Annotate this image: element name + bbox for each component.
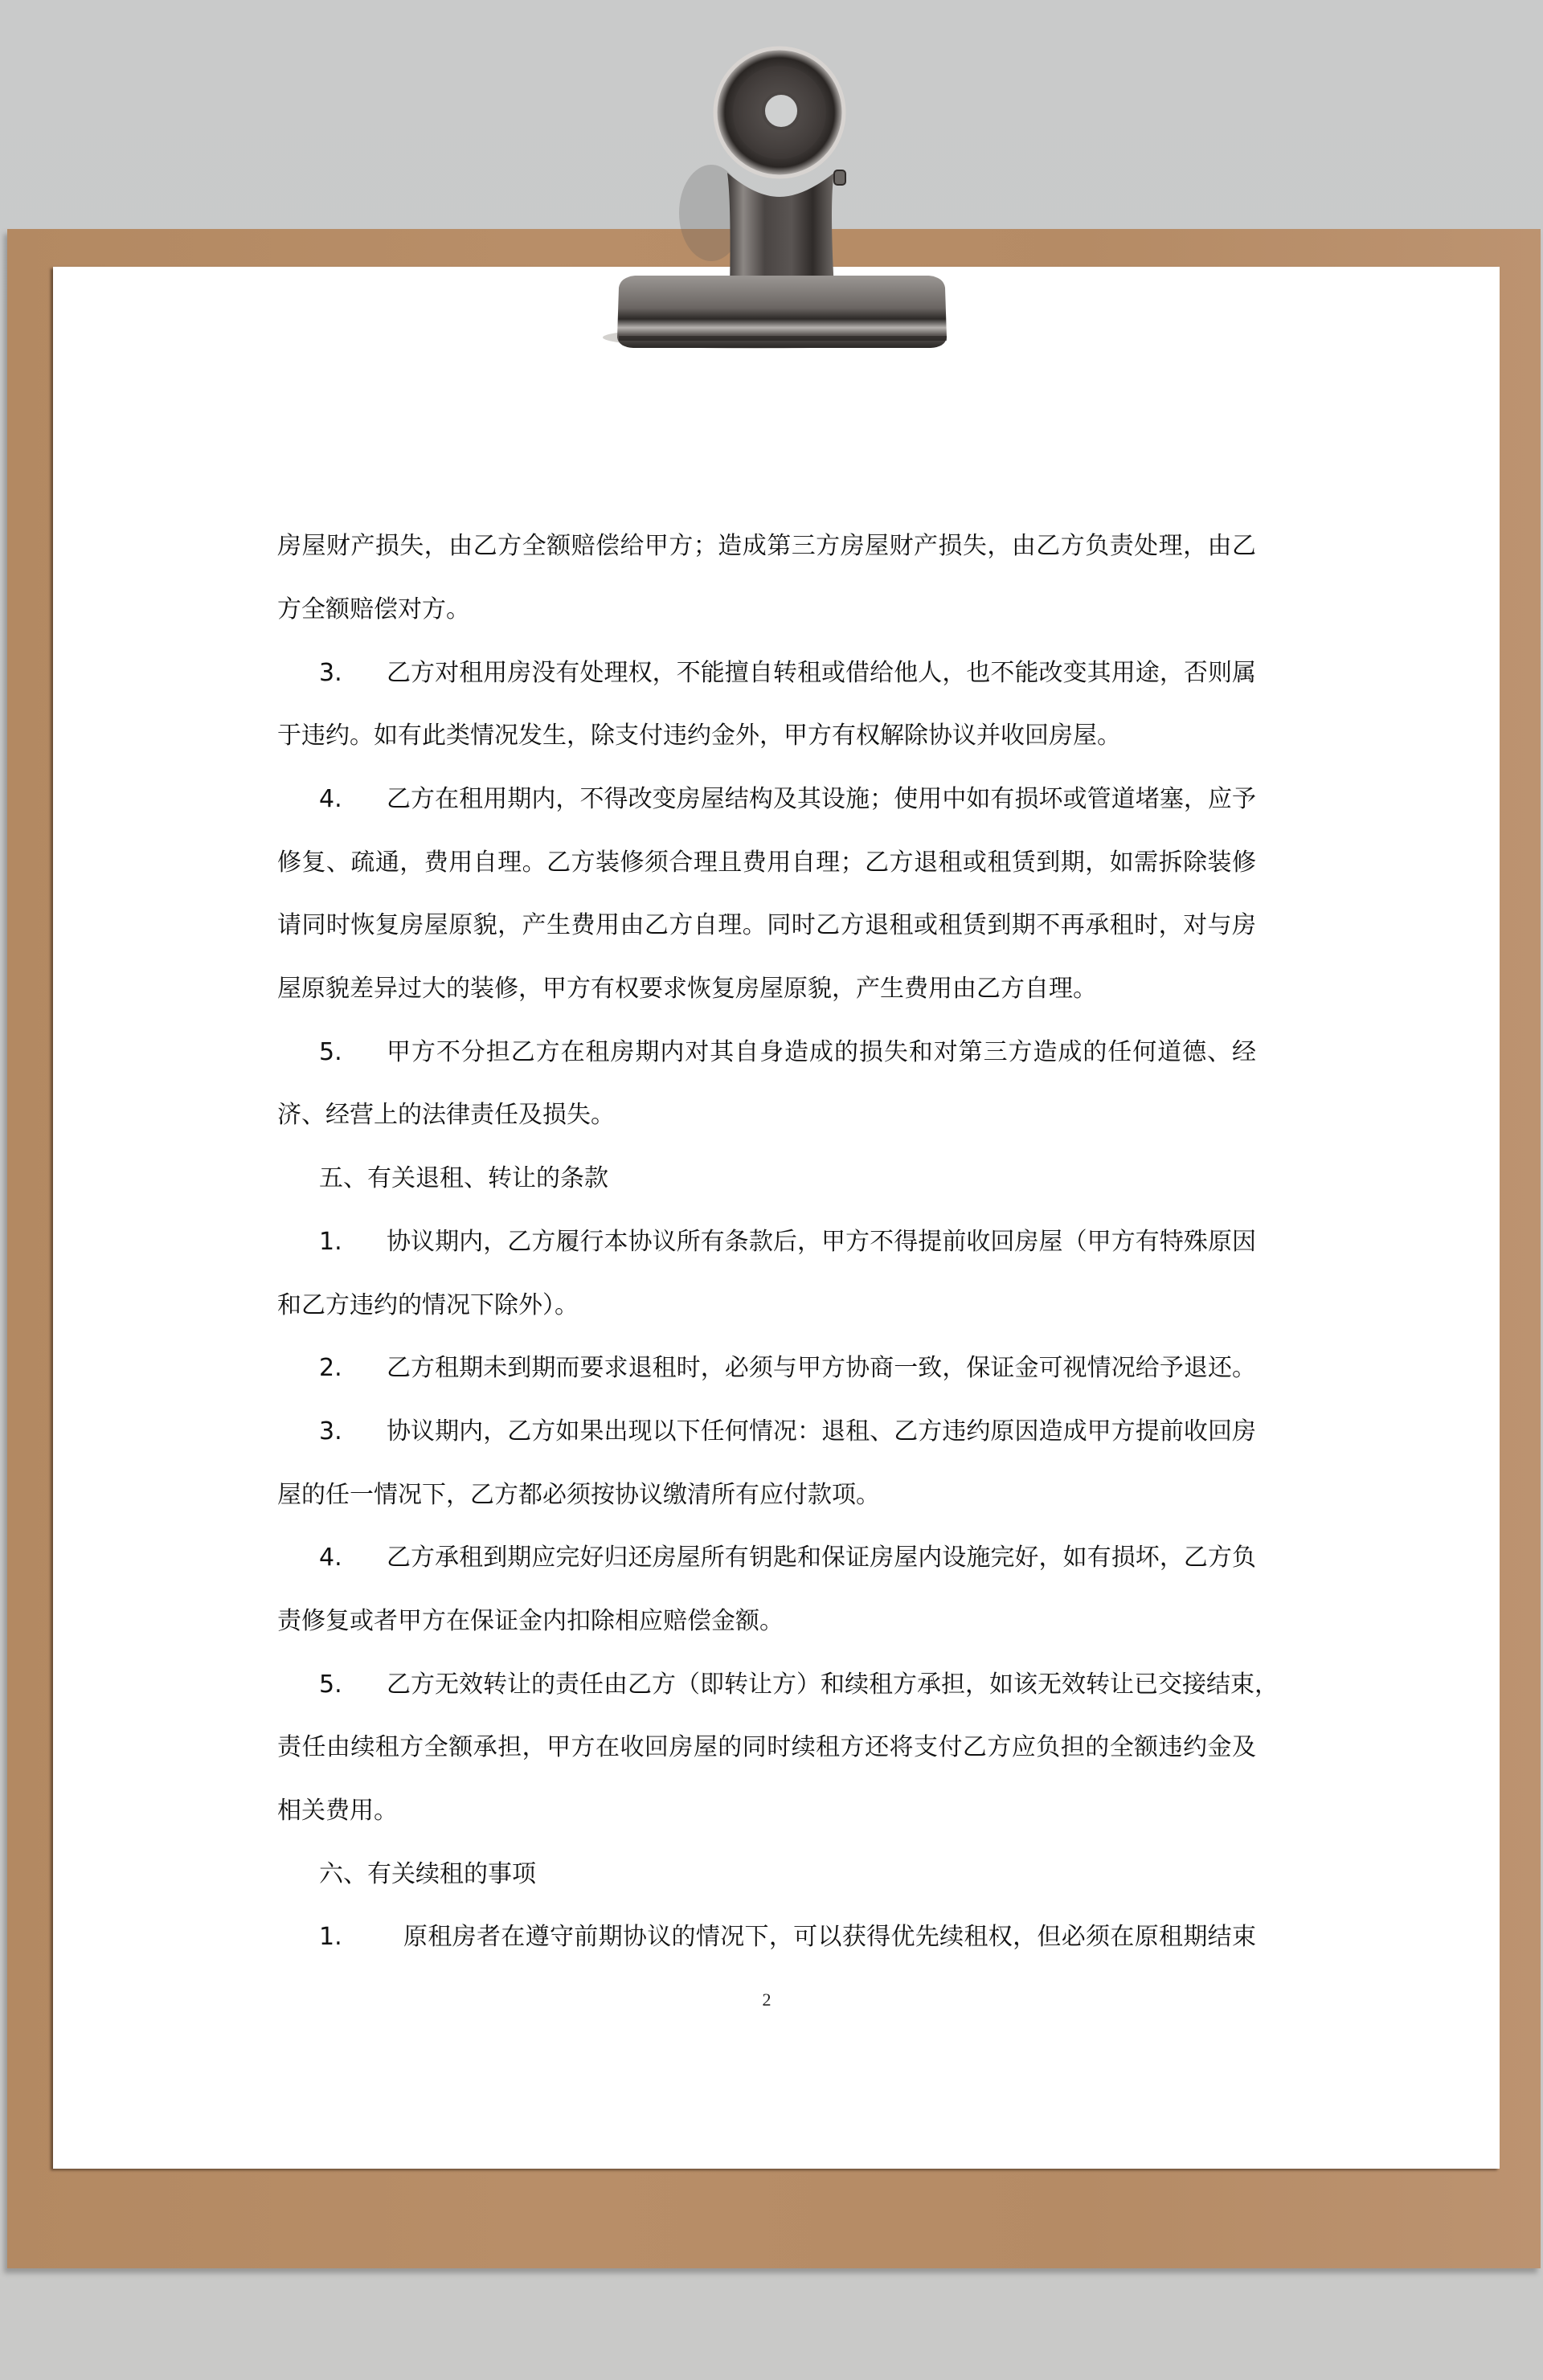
- line-text: 屋的任一情况下，乙方都必须按协议缴清所有应付款项。: [277, 1481, 880, 1509]
- section-heading: [277, 1859, 1256, 1891]
- item-number: 1.: [319, 1228, 342, 1256]
- line-text: 修复、疏通，费用自理。乙方装修须合理且费用自理；乙方退租或租赁到期，如需拆除装修: [277, 849, 1256, 877]
- text-line: [277, 1732, 1256, 1764]
- list-item-line: [277, 1226, 1256, 1258]
- text-line: [277, 1795, 1256, 1827]
- line-text: 协议期内，乙方如果出现以下任何情况：退租、乙方违约原因造成甲方提前收回房: [387, 1417, 1256, 1446]
- line-text: 方全额赔偿对方。: [277, 595, 470, 624]
- item-number: 4.: [319, 1544, 342, 1572]
- item-number: 1.: [319, 1923, 342, 1951]
- item-number: 4.: [319, 785, 342, 813]
- line-text: 济、经营上的法律责任及损失。: [277, 1101, 615, 1129]
- text-line: [277, 1479, 1256, 1511]
- item-number: 2.: [319, 1354, 342, 1382]
- line-text: 乙方承租到期应完好归还房屋所有钥匙和保证房屋内设施完好，如有损坏，乙方负: [387, 1544, 1256, 1572]
- line-text: 责任由续租方全额承担，甲方在收回房屋的同时续租方还将支付乙方应负担的全额违约金及: [277, 1733, 1256, 1761]
- text-line: [277, 1605, 1256, 1638]
- page-number: 2: [762, 1989, 772, 2010]
- text-line: [277, 1290, 1256, 1322]
- line-text: 请同时恢复房屋原貌，产生费用由乙方自理。同时乙方退租或租赁到期不再承租时，对与房: [277, 911, 1256, 939]
- list-item-line: [277, 657, 1256, 689]
- item-number: 3.: [319, 659, 342, 687]
- line-text: 乙方对租用房没有处理权，不能擅自转租或借给他人，也不能改变其用途，否则属: [387, 659, 1256, 687]
- line-text: 乙方租期未到期而要求退租时，必须与甲方协商一致，保证金可视情况给予退还。: [387, 1354, 1256, 1382]
- line-text: 乙方无效转让的责任由乙方（即转让方）和续租方承担，如该无效转让已交接结束，: [387, 1670, 1279, 1699]
- list-item-line: [277, 1037, 1256, 1069]
- line-text: 协议期内，乙方履行本协议所有条款后，甲方不得提前收回房屋（甲方有特殊原因: [387, 1228, 1256, 1256]
- item-number: 5.: [319, 1670, 342, 1699]
- text-line: [277, 847, 1256, 879]
- section-heading: [277, 1163, 1256, 1195]
- heading-text: 五、有关退租、转让的条款: [319, 1164, 608, 1192]
- line-text: 乙方在租用期内，不得改变房屋结构及其设施；使用中如有损坏或管道堵塞，应予: [387, 785, 1256, 813]
- line-text: 房屋财产损失，由乙方全额赔偿给甲方；造成第三方房屋财产损失，由乙方负责处理，由乙: [277, 532, 1256, 560]
- line-text: 相关费用。: [277, 1797, 398, 1825]
- binder-clip-icon: [563, 32, 964, 370]
- line-text: 于违约。如有此类情况发生，除支付违约金外，甲方有权解除协议并收回房屋。: [277, 722, 1121, 750]
- line-text: 责修复或者甲方在保证金内扣除相应赔偿金额。: [277, 1607, 784, 1635]
- text-line: [277, 973, 1256, 1005]
- list-item-line: [277, 1542, 1256, 1574]
- text-line: [277, 1099, 1256, 1131]
- line-text: 原租房者在遵守前期协议的情况下，可以获得优先续租权，但必须在原租期结束: [403, 1923, 1256, 1951]
- line-text: 和乙方违约的情况下除外）。: [277, 1291, 579, 1319]
- item-number: 5.: [319, 1038, 342, 1066]
- text-line: [277, 594, 1256, 626]
- heading-text: 六、有关续租的事项: [319, 1860, 536, 1888]
- text-line: [277, 530, 1256, 562]
- list-item-line: [277, 1416, 1256, 1448]
- text-line: [277, 720, 1256, 752]
- item-number: 3.: [319, 1417, 342, 1446]
- list-item-line: [277, 783, 1256, 816]
- list-item-line: [277, 1352, 1256, 1384]
- line-text: 屋原貌差异过大的装修，甲方有权要求恢复房屋原貌，产生费用由乙方自理。: [277, 975, 1097, 1003]
- list-item-line: [277, 1669, 1279, 1701]
- line-text: 甲方不分担乙方在租房期内对其自身造成的损失和对第三方造成的任何道德、经: [387, 1038, 1256, 1066]
- text-line: [277, 910, 1256, 942]
- list-item-line: [277, 1921, 1256, 1953]
